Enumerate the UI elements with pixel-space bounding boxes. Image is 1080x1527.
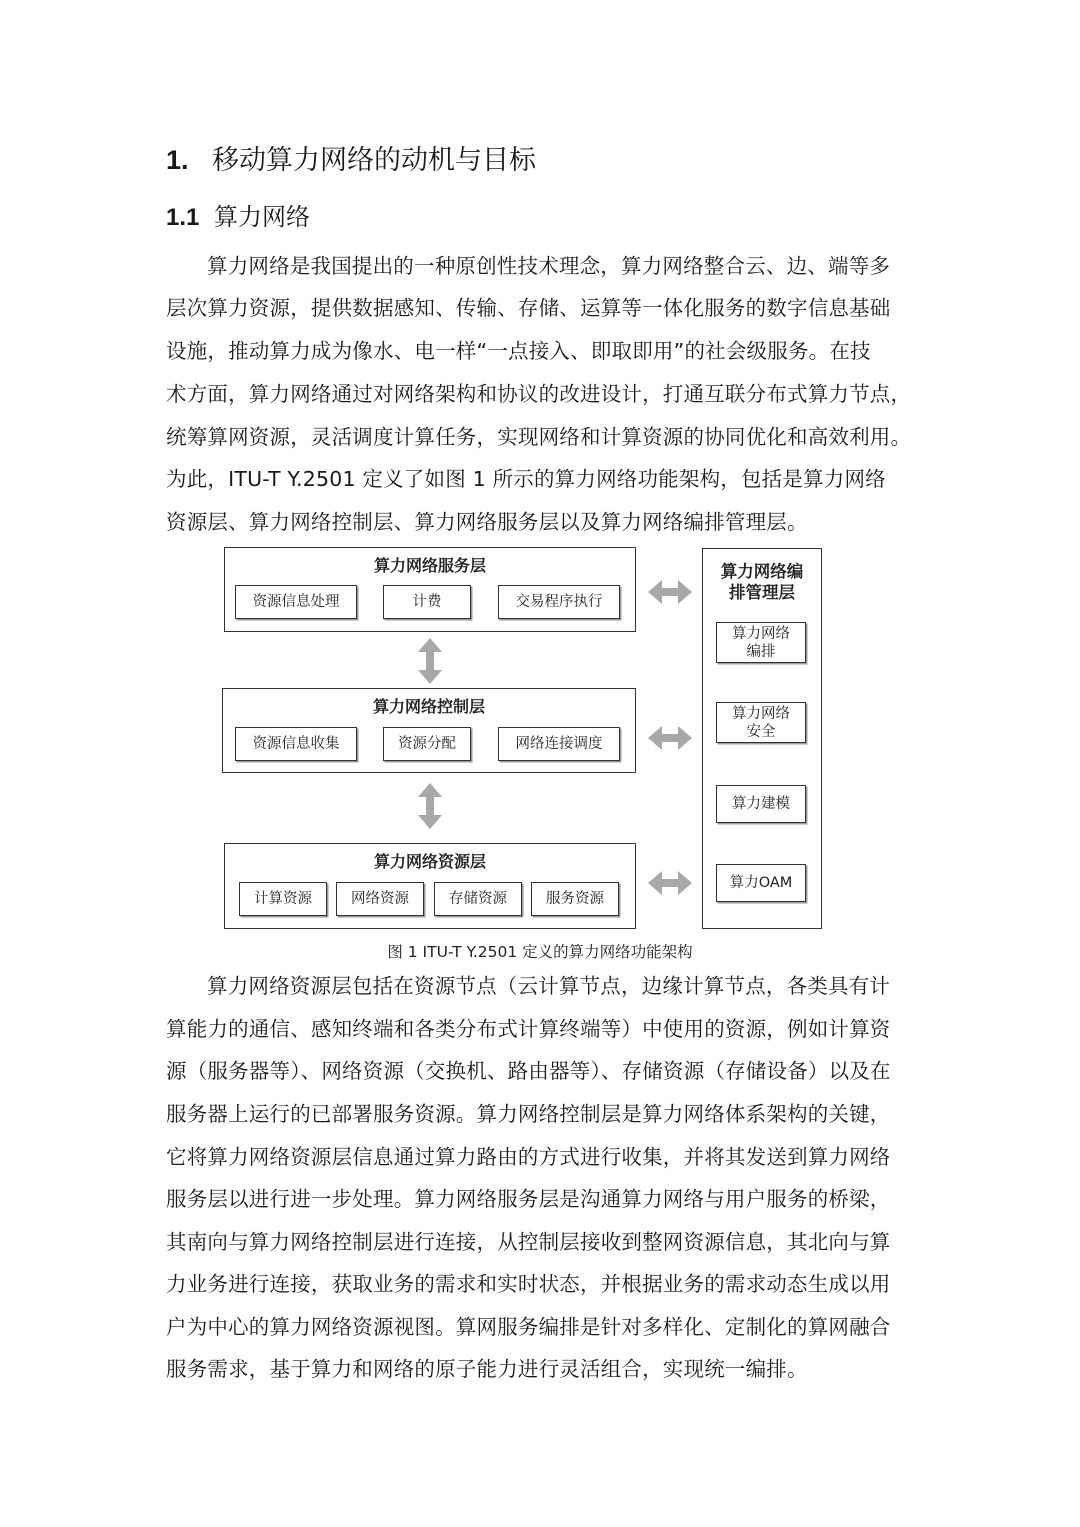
orchestration-item: 算力建模 — [716, 785, 806, 823]
paragraph-line: 为此，ITU-T Y.2501 定义了如图 1 所示的算力网络功能架构，包括是算力网络 — [166, 467, 886, 491]
resource-item: 计算资源 — [239, 882, 327, 916]
paragraph-line: 户为中心的算力网络资源视图。算网服务编排是针对多样化、定制化的算网融合 — [166, 1315, 891, 1339]
subsection-heading — [166, 198, 310, 237]
paragraph-line: 源（服务器等）、网络资源（交换机、路由器等）、存储资源（存储设备）以及在 — [166, 1059, 891, 1083]
control-item: 资源信息收集 — [235, 727, 357, 761]
paragraph-line: 设施，推动算力成为像水、电一样“一点接入、即取即用”的社会级服务。在技 — [166, 339, 871, 363]
figure-caption: 图 1 ITU-T Y.2501 定义的算力网络功能架构 — [387, 943, 693, 961]
paragraph-line: 服务需求，基于算力和网络的原子能力进行灵活组合，实现统一编排。 — [166, 1357, 808, 1381]
orchestration-item-line: 安全 — [746, 723, 776, 740]
control-layer-box — [222, 688, 636, 773]
control-layer-title: 算力网络控制层 — [372, 697, 485, 716]
orchestration-title-line: 排管理层 — [729, 583, 795, 602]
orchestration-item-line: 算力网络 — [732, 705, 790, 722]
paragraph-line: 术方面，算力网络通过对网络架构和协议的改进设计，打通互联分布式算力节点， — [166, 382, 912, 406]
control-item: 网络连接调度 — [498, 727, 620, 761]
paragraph-line: 统筹算网资源，灵活调度计算任务，实现网络和计算资源的协同优化和高效利用。 — [166, 425, 912, 449]
paragraph-line: 算力网络资源层包括在资源节点（云计算节点，边缘计算节点，各类具有计 — [207, 974, 891, 998]
resource-layer-box — [224, 843, 636, 929]
section-title: 移动算力网络的动机与目标 — [212, 145, 536, 176]
double-arrow-icon — [418, 638, 442, 684]
double-arrow-icon — [648, 871, 692, 895]
paragraph-line: 算力网络是我国提出的一种原创性技术理念，算力网络整合云、边、端等多 — [207, 254, 891, 278]
section-heading — [166, 140, 536, 181]
orchestration-item — [716, 702, 806, 743]
paragraph-line: 力业务进行连接，获取业务的需求和实时状态，并根据业务的需求动态生成以用 — [166, 1272, 891, 1296]
double-arrow-icon — [648, 726, 692, 750]
service-layer-title: 算力网络服务层 — [373, 556, 486, 575]
service-item: 交易程序执行 — [498, 585, 620, 619]
orchestration-layer-box — [702, 548, 822, 929]
double-arrow-icon — [648, 580, 692, 604]
subsection-number: 1.1 — [166, 204, 200, 231]
service-layer-box — [224, 547, 636, 632]
orchestration-item: 算力OAM — [716, 864, 806, 902]
orchestration-layer-title — [703, 561, 821, 603]
service-item: 计费 — [383, 585, 471, 619]
resource-item: 存储资源 — [434, 882, 522, 916]
control-item: 资源分配 — [383, 727, 471, 761]
paragraph-line: 算能力的通信、感知终端和各类分布式计算终端等）中使用的资源，例如计算资 — [166, 1017, 891, 1041]
section-number: 1. — [166, 145, 189, 175]
orchestration-item-line: 编排 — [746, 643, 776, 660]
paragraph-line: 它将算力网络资源层信息通过算力路由的方式进行收集，并将其发送到算力网络 — [166, 1145, 891, 1169]
resource-item: 网络资源 — [336, 882, 424, 916]
orchestration-title-line: 算力网络编 — [720, 562, 804, 581]
paragraph-line: 层次算力资源，提供数据感知、传输、存储、运算等一体化服务的数字信息基础 — [166, 296, 891, 320]
double-arrow-icon — [418, 783, 442, 829]
resource-layer-title: 算力网络资源层 — [373, 852, 486, 871]
service-item: 资源信息处理 — [235, 585, 357, 619]
paragraph-line: 其南向与算力网络控制层进行连接，从控制层接收到整网资源信息，其北向与算 — [166, 1230, 891, 1254]
orchestration-item-line: 算力网络 — [732, 625, 790, 642]
orchestration-item — [716, 622, 806, 663]
subsection-title: 算力网络 — [214, 203, 310, 231]
paragraph-line: 资源层、算力网络控制层、算力网络服务层以及算力网络编排管理层。 — [166, 510, 808, 534]
paragraph-line: 服务器上运行的已部署服务资源。算力网络控制层是算力网络体系架构的关键， — [166, 1102, 891, 1126]
resource-item: 服务资源 — [531, 882, 619, 916]
paragraph-line: 服务层以进行进一步处理。算力网络服务层是沟通算力网络与用户服务的桥梁， — [166, 1187, 891, 1211]
